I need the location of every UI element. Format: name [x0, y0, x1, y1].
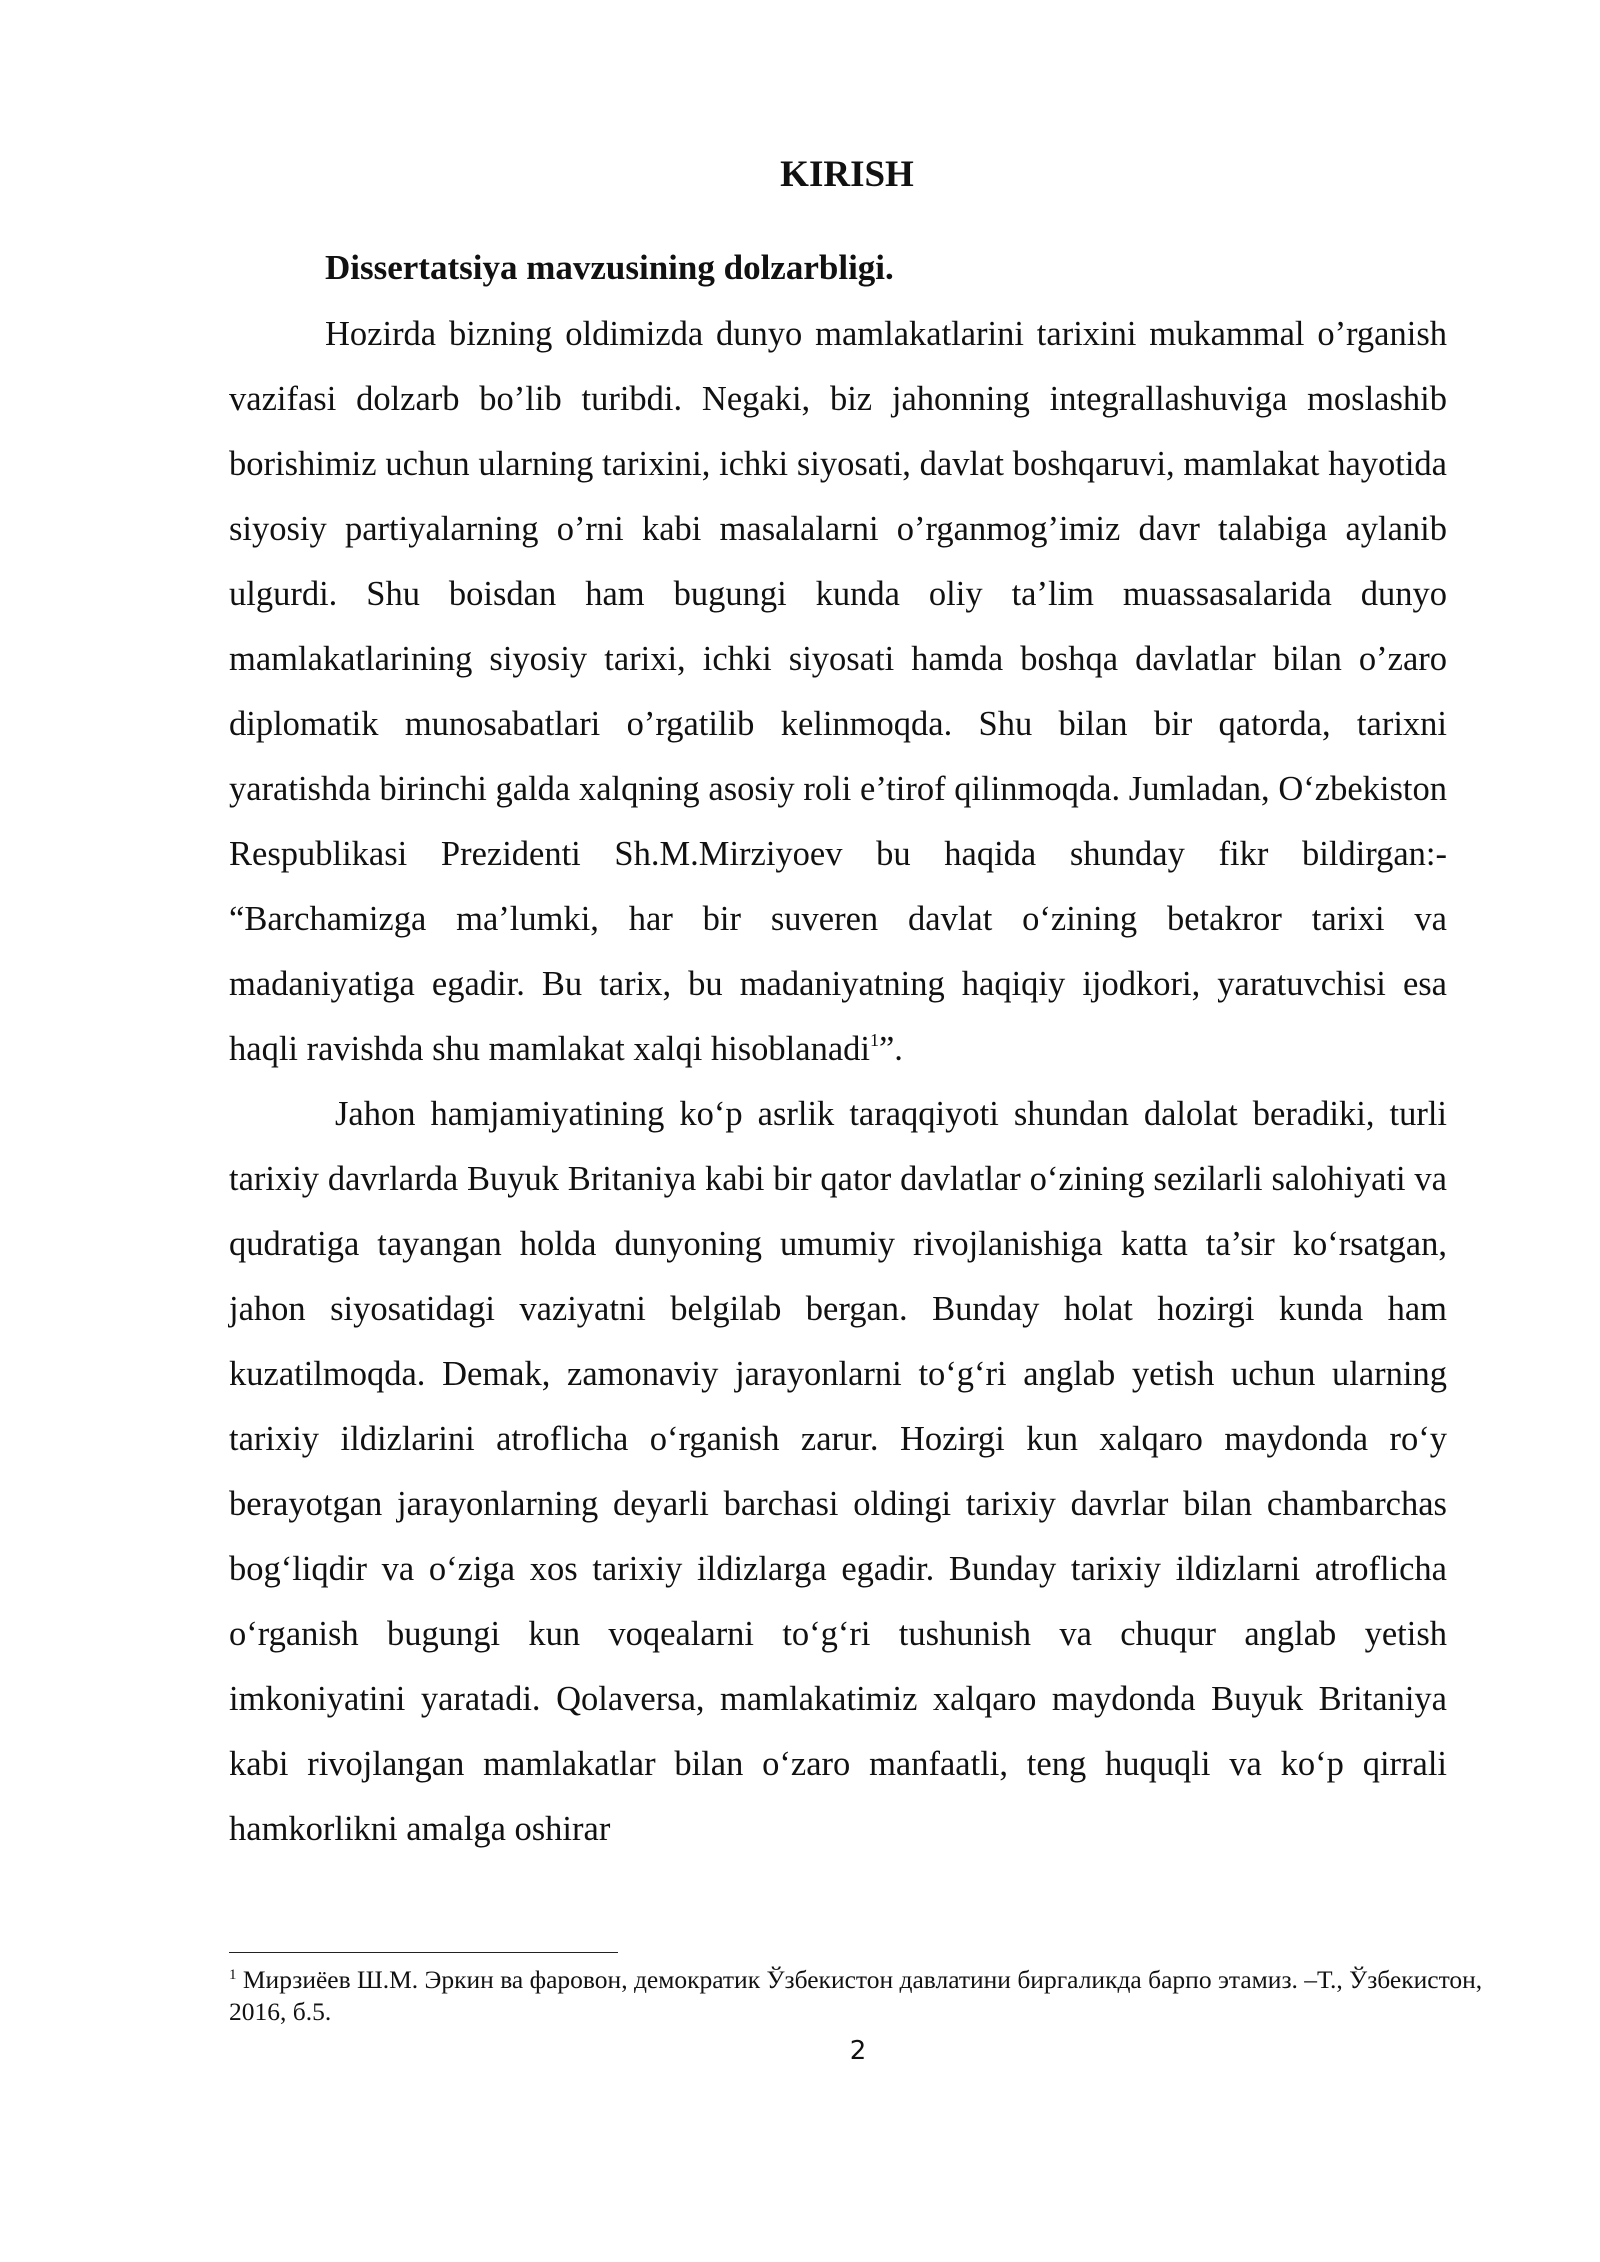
paragraph-1-text: Hozirda bizning oldimizda dunyo mamlakatlarini tarixini mukammal o’rganish vazifasi dolzarb bo’lib turibdi. Negaki, biz jahonning integrallashuviga moslashib borishimiz uchun ularning tarixini, ichki siyosati, davlat boshqaruvi, mamlakat hayotida siyosiy partiyalarning o’rni kabi masalalarni o’rganmog’imiz davr talabiga aylanib ulgurdi. Shu boisdan ham bugungi kunda oliy ta’lim muassasalarida dunyo mamlakatlarining siyosiy tarixi, ichki siyosati hamda boshqa davlatlar bilan o’zaro diplomatik munosabatlari o’rgatilib kelinmoqda. Shu bilan bir qatorda, tarixni yaratishda birinchi galda xalqning asosiy roli e’tirof qilinmoqda. Jumladan, O‘zbekiston Respublikasi Prezidenti Sh.M.Mirziyoev bu haqida shunday fikr bildirgan:- “Barchamizga ma’lumki, har bir suveren davlat o‘zining betakror tarixi va madaniyatiga egadir. Bu tarix, bu madaniyatning haqiqiy ijodkori, yaratuvchisi esa haqli ravishda shu mamlakat xalqi hisoblanadi	[229, 315, 1447, 1068]
paragraph-1	[229, 302, 1447, 1082]
paragraph-1-tail: ”.	[878, 1030, 903, 1068]
section-subheading: Dissertatsiya mavzusining dolzarbligi.	[325, 248, 894, 287]
page-heading: KIRISH	[780, 154, 914, 195]
paragraph-2: Jahon hamjamiyatining ko‘p asrlik taraqqiyoti shundan dalolat beradiki, turli tarixiy davrlarda Buyuk Britaniya kabi bir qator davlatlar o‘zining sezilarli salohiyati va qudratiga tayangan holda dunyoning umumiy rivojlanishiga katta ta’sir ko‘rsatgan, jahon siyosatidagi vaziyatni belgilab bergan. Bunday holat hozirgi kunda ham kuzatilmoqda. Demak, zamonaviy jarayonlarni to‘g‘ri anglab yetish uchun ularning tarixiy ildizlarini atroflicha o‘rganish zarur. Hozirgi kun xalqaro maydonda ro‘y berayotgan jarayonlarning deyarli barchasi oldingi tarixiy davrlar bilan chambarchas bog‘liqdir va o‘ziga xos tarixiy ildizlarga egadir. Bunday tarixiy ildizlarni atroflicha o‘rganish bugungi kun voqealarni to‘g‘ri tushunish va chuqur anglab yetish imkoniyatini yaratadi. Qolaversa, mamlakatimiz xalqaro maydonda Buyuk Britaniya kabi rivojlangan mamlakatlar bilan o‘zaro manfaatli, teng huquqli va ko‘p qirrali hamkorlikni amalga oshirar	[229, 1095, 1447, 1848]
footnote-separator	[229, 1952, 618, 1953]
footnote	[229, 1964, 1489, 2028]
body-text	[229, 302, 1447, 1862]
footnote-text: Мирзиёев Ш.М. Эркин ва фаровон, демократик Ўзбекистон давлатини биргаликда барпо этамиз. –Т., Ўзбекистон, 2016, б.5.	[229, 1965, 1483, 2026]
footnote-reference: 1	[869, 1030, 879, 1050]
footnote-marker: 1	[229, 1967, 237, 1983]
page-number: 2	[849, 2036, 867, 2066]
